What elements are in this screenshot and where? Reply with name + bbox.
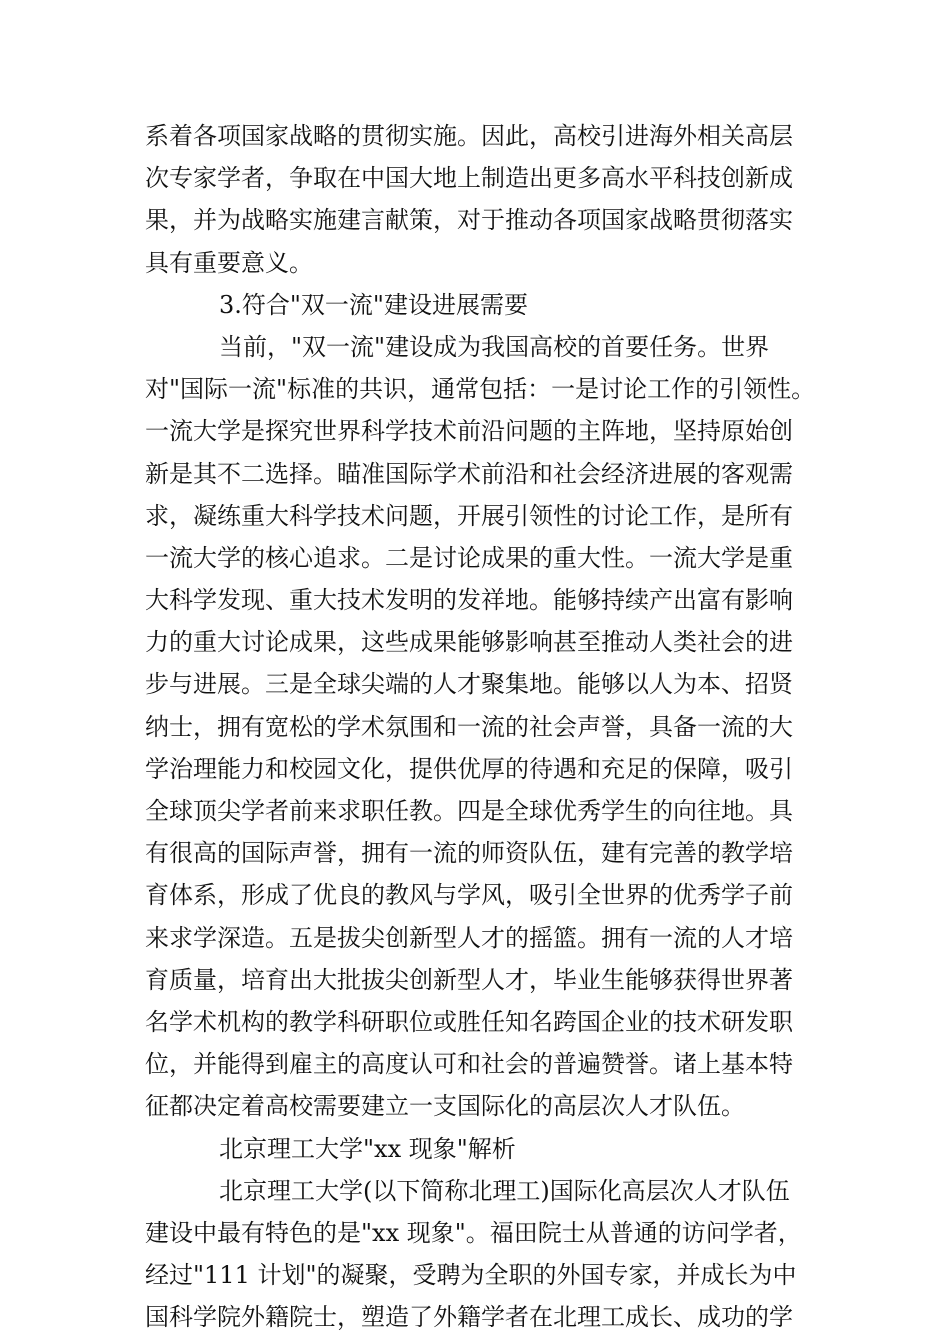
text-line: 对"国际一流"标准的共识，通常包括：一是讨论工作的引领性。 (145, 375, 816, 404)
text-line: 具有重要意义。 (145, 248, 313, 277)
text-line: 建设中最有特色的是"xx 现象"。福田院士从普通的访问学者， (145, 1218, 802, 1247)
text-line: 位，并能得到雇主的高度认可和社会的普遍赞誉。诸上基本特 (145, 1050, 793, 1079)
text-line: 当前，"双一流"建设成为我国高校的首要任务。世界 (219, 332, 770, 361)
text-line: 北京理工大学(以下简称北理工)国际化高层次人才队伍 (219, 1176, 790, 1205)
text-line: 大科学发现、重大技术发明的发祥地。能够持续产出富有影响 (145, 586, 793, 615)
text-line: 经过"111 计划"的凝聚，受聘为全职的外国专家，并成长为中 (145, 1261, 797, 1290)
text-line: 育质量，培育出大批拔尖创新型人才，毕业生能够获得世界著 (145, 965, 793, 994)
text-line: 系着各项国家战略的贯彻实施。因此，高校引进海外相关高层 (145, 122, 793, 150)
text-line: 征都决定着高校需要建立一支国际化的高层次人才队伍。 (145, 1092, 745, 1121)
section-heading: 北京理工大学"xx 现象"解析 (219, 1134, 516, 1163)
text-line: 有很高的国际声誉，拥有一流的师资队伍，建有完善的教学培 (145, 839, 793, 868)
text-line: 一流大学的核心追求。二是讨论成果的重大性。一流大学是重 (145, 543, 793, 572)
text-line: 全球顶尖学者前来求职任教。四是全球优秀学生的向往地。具 (145, 797, 793, 825)
text-line: 果，并为战略实施建言献策，对于推动各项国家战略贯彻落实 (145, 206, 793, 235)
text-line: 步与进展。三是全球尖端的人才聚集地。能够以人为本、招贤 (145, 670, 793, 699)
section-heading: 3.符合"双一流"建设进展需要 (219, 290, 528, 319)
text-line: 一流大学是探究世界科学技术前沿问题的主阵地，坚持原始创 (145, 417, 793, 446)
document-body (145, 115, 816, 1338)
text-line: 名学术机构的教学科研职位或胜任知名跨国企业的技术研发职 (145, 1007, 793, 1036)
text-line: 学治理能力和校园文化，提供优厚的待遇和充足的保障，吸引 (145, 754, 793, 783)
text-line: 次专家学者，争取在中国大地上制造出更多高水平科技创新成 (145, 164, 793, 193)
text-line: 育体系，形成了优良的教风与学风，吸引全世界的优秀学子前 (145, 881, 793, 910)
text-line: 纳士，拥有宽松的学术氛围和一流的社会声誉，具备一流的大 (145, 712, 793, 741)
text-line: 国科学院外籍院士，塑造了外籍学者在北理工成长、成功的学 (145, 1303, 793, 1332)
text-line: 新是其不二选择。瞄准国际学术前沿和社会经济进展的客观需 (145, 459, 793, 488)
text-line: 来求学深造。五是拔尖创新型人才的摇篮。拥有一流的人才培 (145, 923, 793, 952)
text-line: 求，凝练重大科学技术问题，开展引领性的讨论工作，是所有 (145, 501, 793, 530)
text-line: 力的重大讨论成果，这些成果能够影响甚至推动人类社会的进 (145, 628, 793, 657)
